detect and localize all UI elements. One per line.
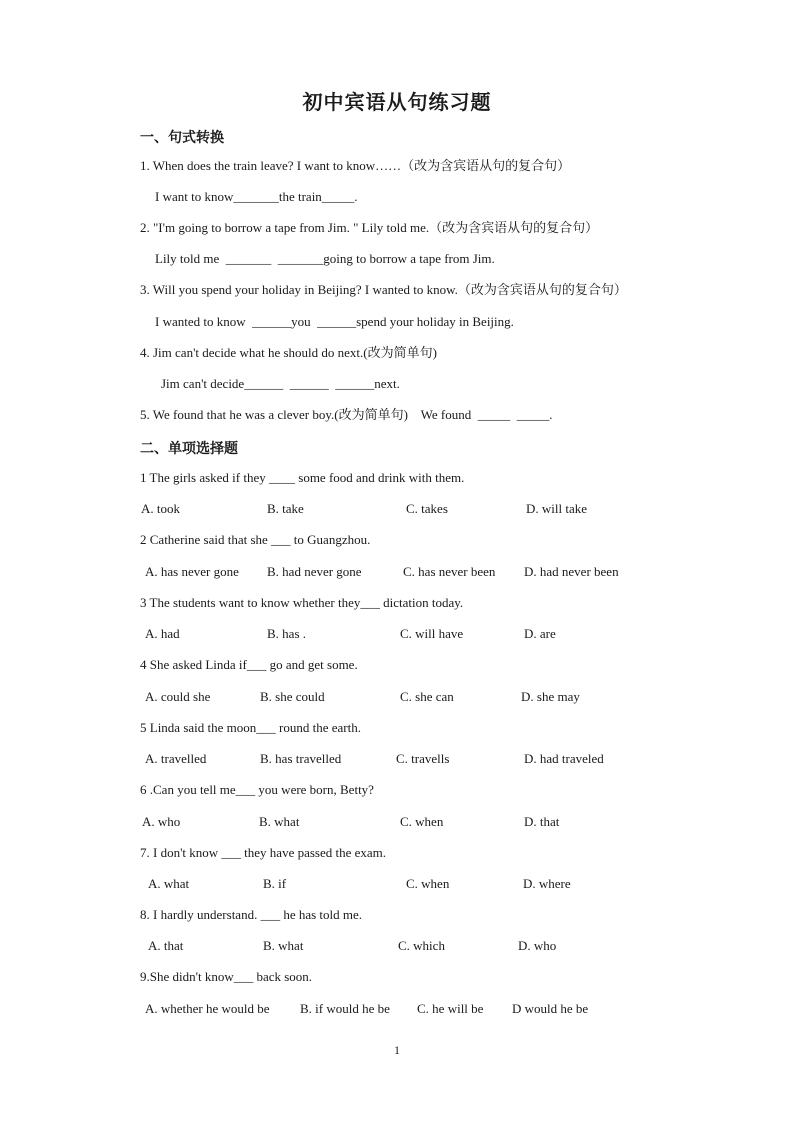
question-text: 1 The girls asked if they ____ some food and drink with them. (140, 470, 465, 485)
option-a: A. has never gone (145, 564, 239, 579)
option-a: A. whether he would be (145, 1001, 270, 1016)
option-d: D. she may (521, 689, 580, 704)
option-d: D. who (518, 938, 557, 953)
question-text: 5. We found that he was a clever boy.(改为简单句) We found _____ _____. (140, 407, 553, 422)
option-a: A. who (142, 814, 181, 829)
answer-line: Jim can't decide______ ______ ______next. (161, 376, 400, 391)
option-a: A. travelled (145, 751, 207, 766)
option-b: B. what (263, 938, 304, 953)
question-text: 5 Linda said the moon___ round the earth. (140, 720, 361, 735)
question-text: 8. I hardly understand. ___ he has told me. (140, 907, 363, 922)
question-text: 6 .Can you tell me___ you were born, Betty? (140, 782, 374, 797)
option-a: A. took (141, 501, 180, 516)
question-text: 9.She didn't know___ back soon. (140, 969, 313, 984)
page-number: 1 (394, 1043, 400, 1057)
option-b: B. has travelled (260, 751, 342, 766)
question-text: 3. Will you spend your holiday in Beijing? I wanted to know.（改为含宾语从句的复合句） (140, 282, 627, 297)
option-c: C. has never been (403, 564, 496, 579)
option-d: D. will take (526, 501, 588, 516)
option-d: D. are (524, 626, 556, 641)
option-b: B. if would he be (300, 1001, 390, 1016)
option-a: A. what (148, 876, 190, 891)
option-c: C. travells (396, 751, 450, 766)
option-a: A. had (145, 626, 180, 641)
page-title: 初中宾语从句练习题 (302, 90, 492, 114)
option-c: C. takes (406, 501, 448, 516)
question-text: 2 Catherine said that she ___ to Guangzhou. (140, 532, 371, 547)
option-d: D. had never been (524, 564, 619, 579)
option-c: C. which (398, 938, 445, 953)
option-b: B. had never gone (267, 564, 362, 579)
option-b: B. has . (267, 626, 306, 641)
question-text: 4 She asked Linda if___ go and get some. (140, 657, 358, 672)
option-d: D would he be (512, 1001, 589, 1016)
question-text: 4. Jim can't decide what he should do next.(改为简单句) (140, 345, 437, 360)
option-b: B. if (263, 876, 287, 891)
answer-line: I want to know_______the train_____. (155, 189, 358, 204)
option-c: C. will have (400, 626, 464, 641)
option-c: C. he will be (417, 1001, 484, 1016)
option-b: B. she could (260, 689, 325, 704)
option-d: D. that (524, 814, 560, 829)
option-c: C. she can (400, 689, 454, 704)
option-d: D. where (523, 876, 571, 891)
question-text: 2. "I'm going to borrow a tape from Jim. " Lily told me.（改为含宾语从句的复合句） (140, 220, 599, 235)
option-c: C. when (406, 876, 450, 891)
answer-line: I wanted to know ______you ______spend your holiday in Beijing. (155, 314, 514, 329)
option-c: C. when (400, 814, 444, 829)
question-text: 7. I don't know ___ they have passed the exam. (140, 845, 387, 860)
option-d: D. had traveled (524, 751, 604, 766)
section-heading-2: 二、单项选择题 (140, 441, 238, 457)
option-b: B. what (259, 814, 300, 829)
question-text: 3 The students want to know whether they___ dictation today. (140, 595, 464, 610)
option-a: A. that (148, 938, 184, 953)
option-b: B. take (267, 501, 304, 516)
option-a: A. could she (145, 689, 211, 704)
answer-line: Lily told me _______ _______going to borrow a tape from Jim. (155, 251, 495, 266)
question-text: 1. When does the train leave? I want to know……（改为含宾语从句的复合句） (140, 158, 571, 173)
section-heading-1: 一、句式转换 (140, 130, 224, 146)
